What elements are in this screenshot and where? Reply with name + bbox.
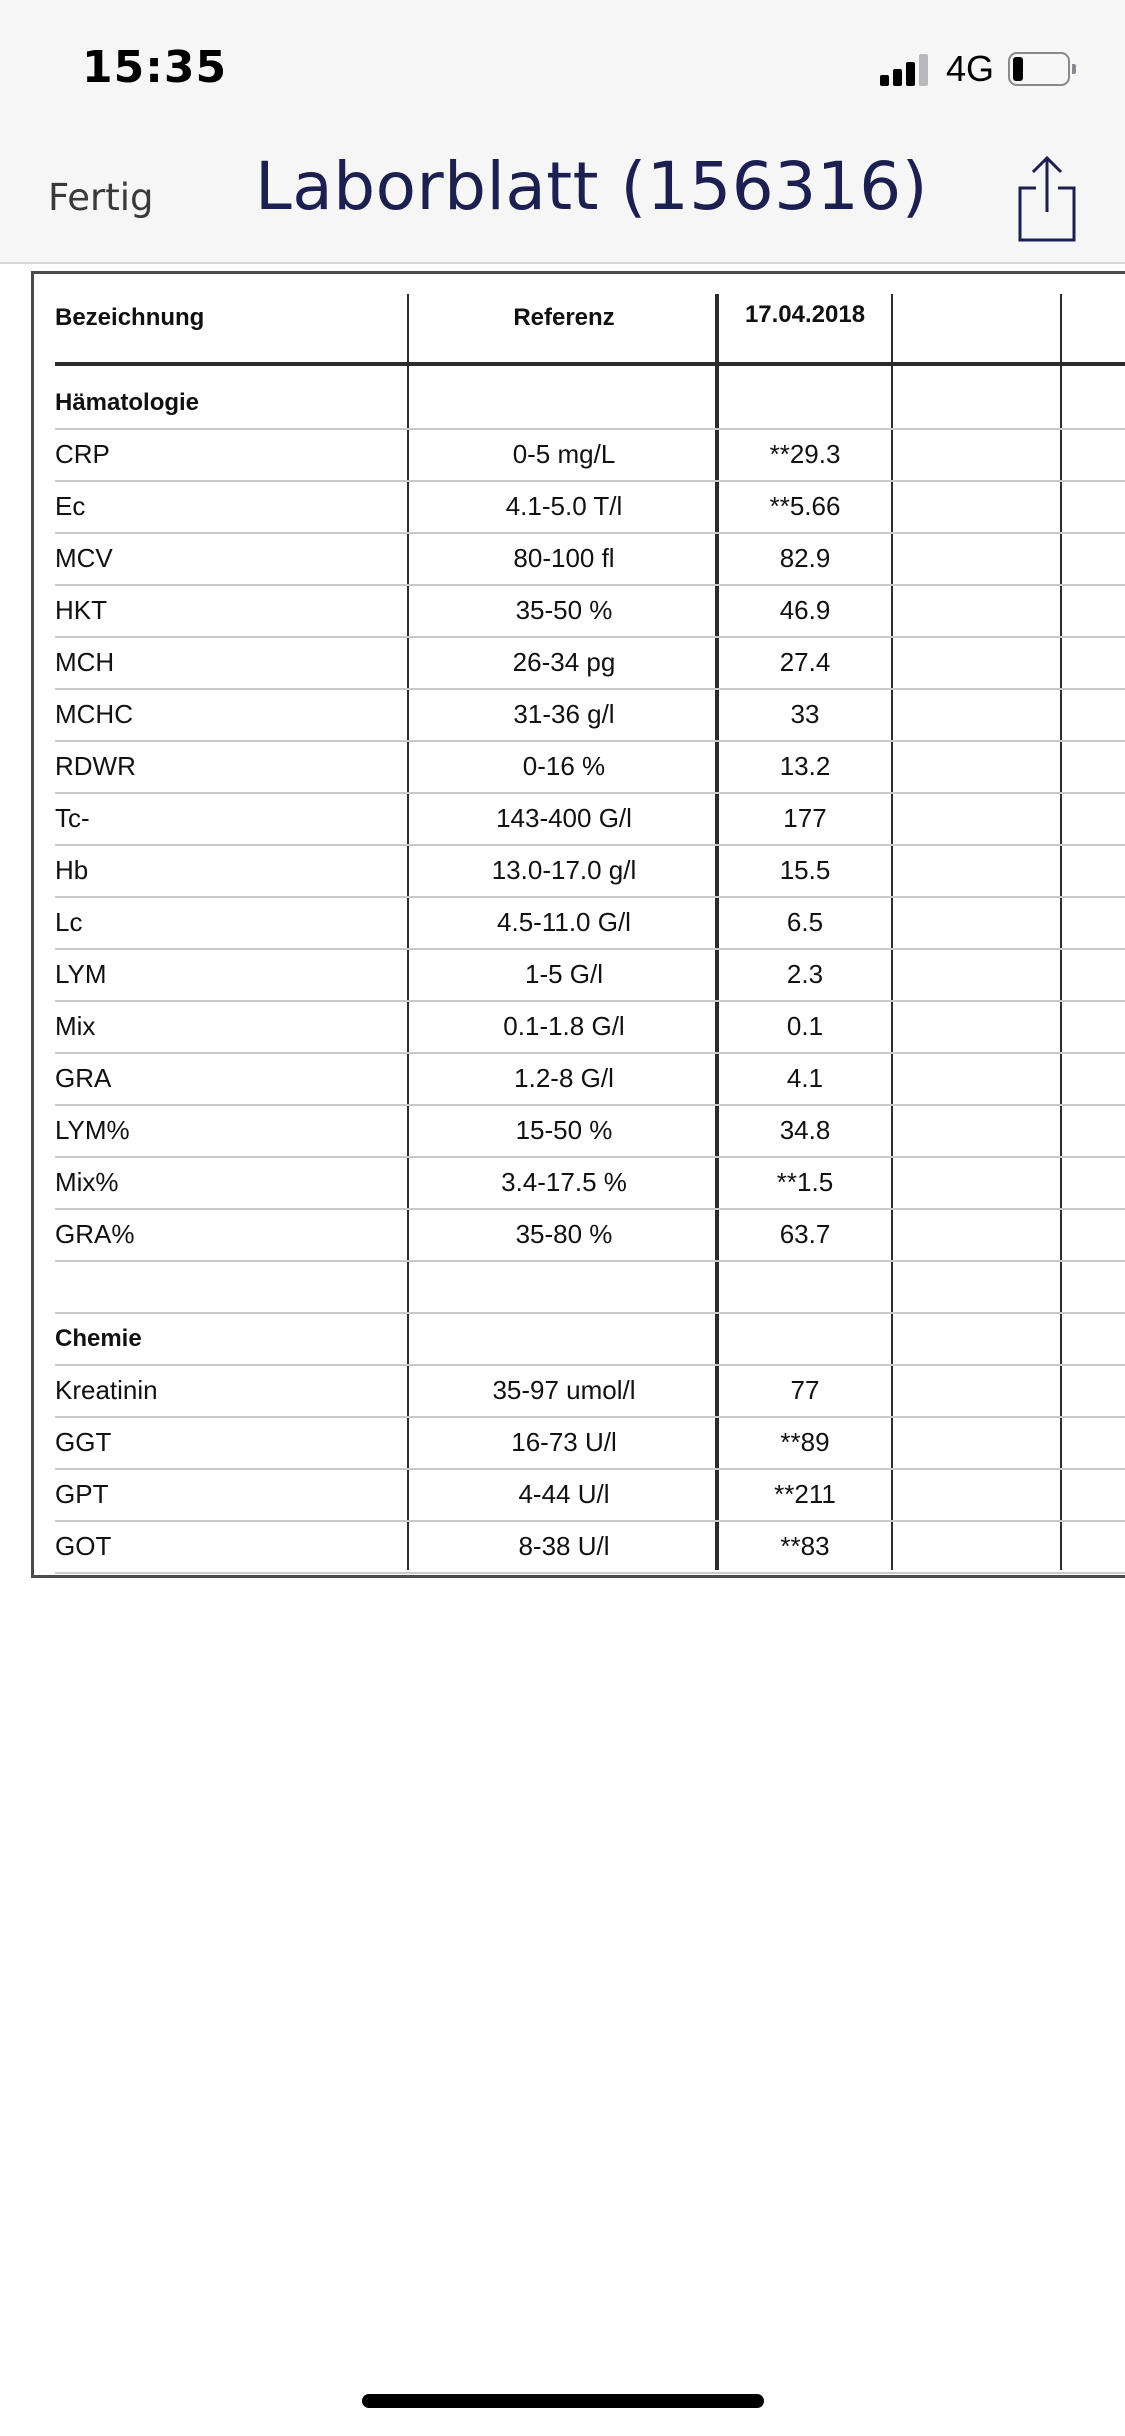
row-reference-range: 4.1-5.0 T/l [505,491,623,521]
row-test-name: MCHC [55,699,133,729]
row-reference-range: 13.0-17.0 g/l [491,855,637,885]
share-icon [1010,154,1084,244]
row-result-value: 34.8 [779,1115,831,1145]
row-result-value: 15.5 [779,855,831,885]
row-reference-range: 1.2-8 G/l [514,1063,614,1093]
row-result-value: 77 [790,1375,820,1405]
row-separator [55,740,1125,742]
top-bar [0,0,1125,264]
row-reference-range: 0-5 mg/L [512,439,616,469]
row-result-value: **29.3 [769,439,841,469]
row-result-value: 177 [783,803,827,833]
row-test-name: LYM [55,959,107,989]
row-separator [55,1052,1125,1054]
row-reference-range: 143-400 G/l [496,803,632,833]
row-test-name: HKT [55,595,107,625]
row-test-name: GOT [55,1531,112,1561]
row-test-name: RDWR [55,751,136,781]
row-separator [55,1312,1125,1314]
network-type-label: 4G [946,48,995,89]
row-reference-range: 0-16 % [522,751,606,781]
row-result-value: 33 [790,699,820,729]
row-reference-range: 16-73 U/l [511,1427,617,1457]
row-result-value: **1.5 [776,1167,834,1197]
row-separator [55,948,1125,950]
row-reference-range: 35-80 % [515,1219,613,1249]
row-result-value: **5.66 [769,491,841,521]
row-separator [55,844,1125,846]
battery-icon [1008,52,1076,86]
row-test-name: LYM% [55,1115,130,1145]
row-result-value: 13.2 [779,751,831,781]
done-button[interactable]: Fertig [48,176,154,219]
column-divider [407,294,409,1570]
row-reference-range: 35-97 umol/l [492,1375,636,1405]
row-reference-range: 3.4-17.5 % [501,1167,627,1197]
row-separator [55,1000,1125,1002]
section-heading: Chemie [55,1325,142,1352]
row-separator [55,480,1125,482]
page-title: Laborblatt (156316) [255,148,928,225]
row-test-name: GRA [55,1063,112,1093]
row-result-value: 82.9 [779,543,831,573]
row-test-name: MCH [55,647,115,677]
row-separator [55,584,1125,586]
row-separator [55,1468,1125,1470]
row-test-name: Mix% [55,1167,119,1197]
row-separator [55,792,1125,794]
row-reference-range: 26-34 pg [512,647,616,677]
row-separator [55,1416,1125,1418]
header-designation: Bezeichnung [55,304,205,331]
row-separator [55,1520,1125,1522]
row-reference-range: 15-50 % [515,1115,613,1145]
row-result-value: 2.3 [786,959,824,989]
row-result-value: **83 [780,1531,830,1561]
row-result-value: 0.1 [786,1011,824,1041]
row-test-name: Hb [55,855,89,885]
row-reference-range: 4.5-11.0 G/l [497,907,631,937]
row-result-value: 27.4 [779,647,831,677]
row-test-name: MCV [55,543,113,573]
row-test-name: Tc- [55,803,90,833]
row-separator [55,688,1125,690]
row-separator [55,636,1125,638]
cellular-signal-icon [880,52,932,86]
row-separator [55,1156,1125,1158]
row-reference-range: 8-38 U/l [518,1531,610,1561]
row-separator [55,1364,1125,1366]
row-test-name: Lc [55,907,83,937]
home-indicator[interactable] [362,2394,764,2408]
row-result-value: 4.1 [786,1063,824,1093]
row-test-name: Kreatinin [55,1375,158,1405]
row-reference-range: 80-100 fl [513,543,615,573]
row-test-name: GGT [55,1427,112,1457]
row-separator [55,428,1125,430]
row-test-name: CRP [55,439,110,469]
row-reference-range: 31-36 g/l [513,699,615,729]
row-separator [55,532,1125,534]
row-reference-range: 1-5 G/l [524,959,604,989]
status-time: 15:35 [82,42,228,93]
header-reference: Referenz [513,304,615,331]
row-result-value: 6.5 [786,907,824,937]
row-separator [55,1260,1125,1262]
row-separator [55,1572,1125,1574]
row-result-value: 46.9 [779,595,831,625]
row-result-value: **89 [780,1427,830,1457]
header-date: 17.04.2018 [744,301,866,328]
row-test-name: Ec [55,491,86,521]
row-result-value: **211 [774,1479,836,1509]
row-separator [55,1208,1125,1210]
row-reference-range: 4-44 U/l [518,1479,610,1509]
row-separator [55,896,1125,898]
row-separator [55,1104,1125,1106]
header-divider [55,362,1125,366]
row-test-name: GPT [55,1479,109,1509]
row-result-value: 63.7 [779,1219,831,1249]
row-reference-range: 35-50 % [515,595,613,625]
column-divider [1060,294,1062,1570]
share-button[interactable] [1010,154,1084,244]
row-reference-range: 0.1-1.8 G/l [503,1011,625,1041]
section-heading: Hämatologie [55,389,200,416]
row-test-name: Mix [55,1011,96,1041]
lab-results-table [31,271,1125,1578]
row-test-name: GRA% [55,1219,135,1249]
